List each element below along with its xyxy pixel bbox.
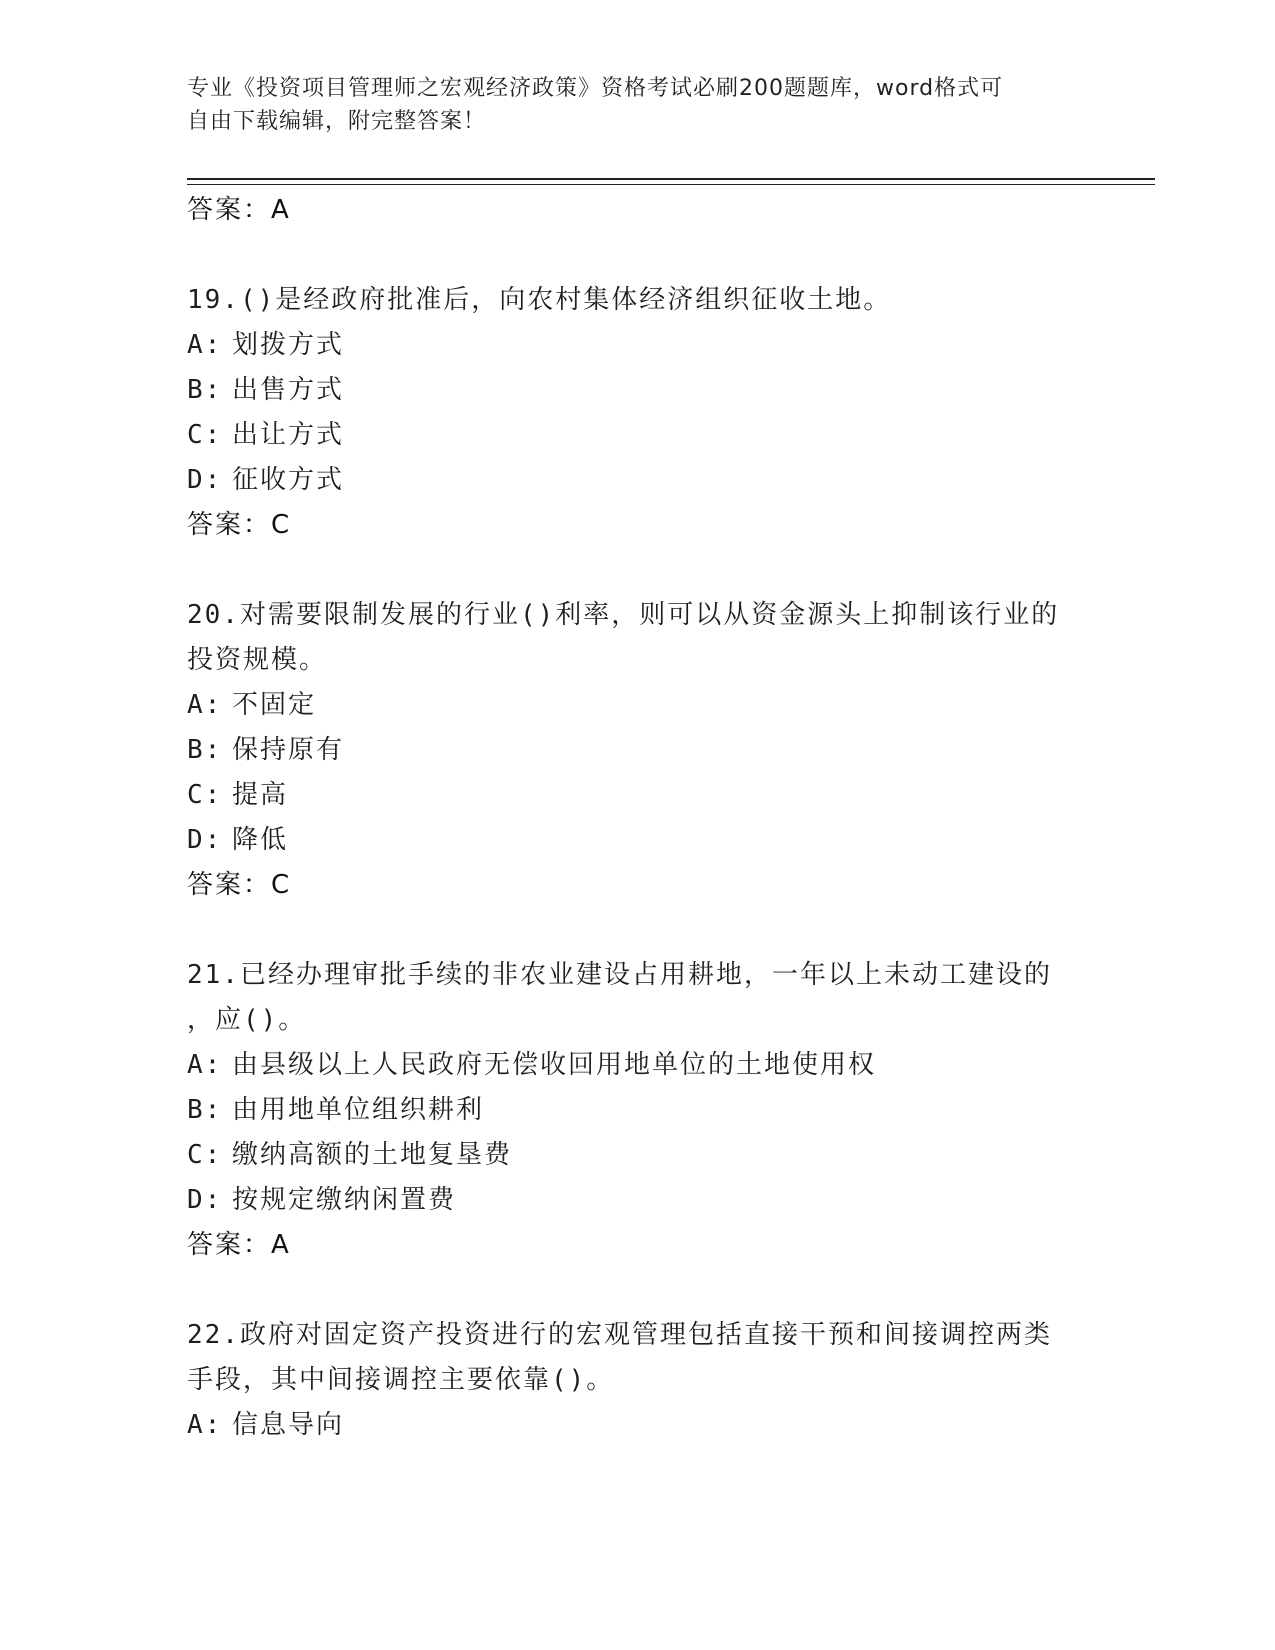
answer: 答案：C (187, 870, 292, 900)
spacer (187, 548, 1087, 593)
question-stem-continued: 手段，其中间接调控主要依靠()。 (187, 1365, 615, 1395)
option-text: 由县级以上人民政府无偿收回用地单位的土地使用权 (232, 1050, 877, 1080)
option-text: 征收方式 (232, 465, 345, 495)
option-text: 出让方式 (232, 420, 345, 450)
question-22 (187, 1313, 1087, 1448)
option-c (187, 1133, 1087, 1178)
option-label: A: (187, 330, 223, 360)
option-d (187, 458, 1087, 503)
option-a (187, 1403, 1087, 1448)
document-header (187, 72, 1067, 138)
question-stem-continued: ，应()。 (187, 1005, 307, 1035)
option-b (187, 728, 1087, 773)
option-label: D: (187, 465, 223, 495)
option-text: 划拨方式 (232, 330, 345, 360)
option-text: 由用地单位组织耕利 (232, 1095, 485, 1125)
option-text: 缴纳高额的土地复垦费 (232, 1140, 513, 1170)
spacer (187, 1268, 1087, 1313)
spacer (187, 908, 1087, 953)
answer: 答案：A (187, 1230, 291, 1260)
question-stem: 20.对需要限制发展的行业()利率，则可以从资金源头上抑制该行业的 (187, 600, 1060, 630)
option-label: C: (187, 420, 223, 450)
option-label: C: (187, 1140, 223, 1170)
option-a (187, 683, 1087, 728)
question-stem: 19.()是经政府批准后，向农村集体经济组织征收土地。 (187, 285, 892, 315)
option-text: 提高 (232, 780, 289, 810)
question-21 (187, 953, 1087, 1268)
option-text: 出售方式 (232, 375, 345, 405)
header-divider-thick (187, 178, 1155, 180)
question-stem-continued: 投资规模。 (187, 645, 328, 675)
option-label: D: (187, 1185, 223, 1215)
option-label: A: (187, 690, 223, 720)
header-line-1: 专业《投资项目管理师之宏观经济政策》资格考试必刷200题题库，word格式可 (187, 76, 1004, 101)
question-list (187, 188, 1087, 1448)
option-d (187, 1178, 1087, 1223)
option-b (187, 1088, 1087, 1133)
option-label: D: (187, 825, 223, 855)
option-d (187, 818, 1087, 863)
option-label: B: (187, 735, 223, 765)
question-stem: 22.政府对固定资产投资进行的宏观管理包括直接干预和间接调控两类 (187, 1320, 1052, 1350)
spacer (187, 233, 1087, 278)
header-line-2: 自由下载编辑，附完整答案！ (187, 109, 487, 134)
option-c (187, 413, 1087, 458)
option-label: C: (187, 780, 223, 810)
option-b (187, 368, 1087, 413)
option-text: 信息导向 (232, 1410, 345, 1440)
option-text: 不固定 (232, 690, 317, 720)
option-text: 降低 (232, 825, 289, 855)
option-c (187, 773, 1087, 818)
question-19 (187, 278, 1087, 548)
option-label: B: (187, 375, 223, 405)
answer: 答案：C (187, 510, 292, 540)
option-label: A: (187, 1050, 223, 1080)
previous-answer: 答案：A (187, 195, 291, 225)
option-label: B: (187, 1095, 223, 1125)
header-divider-thin (187, 184, 1155, 185)
question-stem: 21.已经办理审批手续的非农业建设占用耕地，一年以上未动工建设的 (187, 960, 1052, 990)
question-20 (187, 593, 1087, 908)
option-label: A: (187, 1410, 223, 1440)
option-text: 保持原有 (232, 735, 345, 765)
option-a (187, 323, 1087, 368)
option-a (187, 1043, 1087, 1088)
option-text: 按规定缴纳闲置费 (232, 1185, 457, 1215)
